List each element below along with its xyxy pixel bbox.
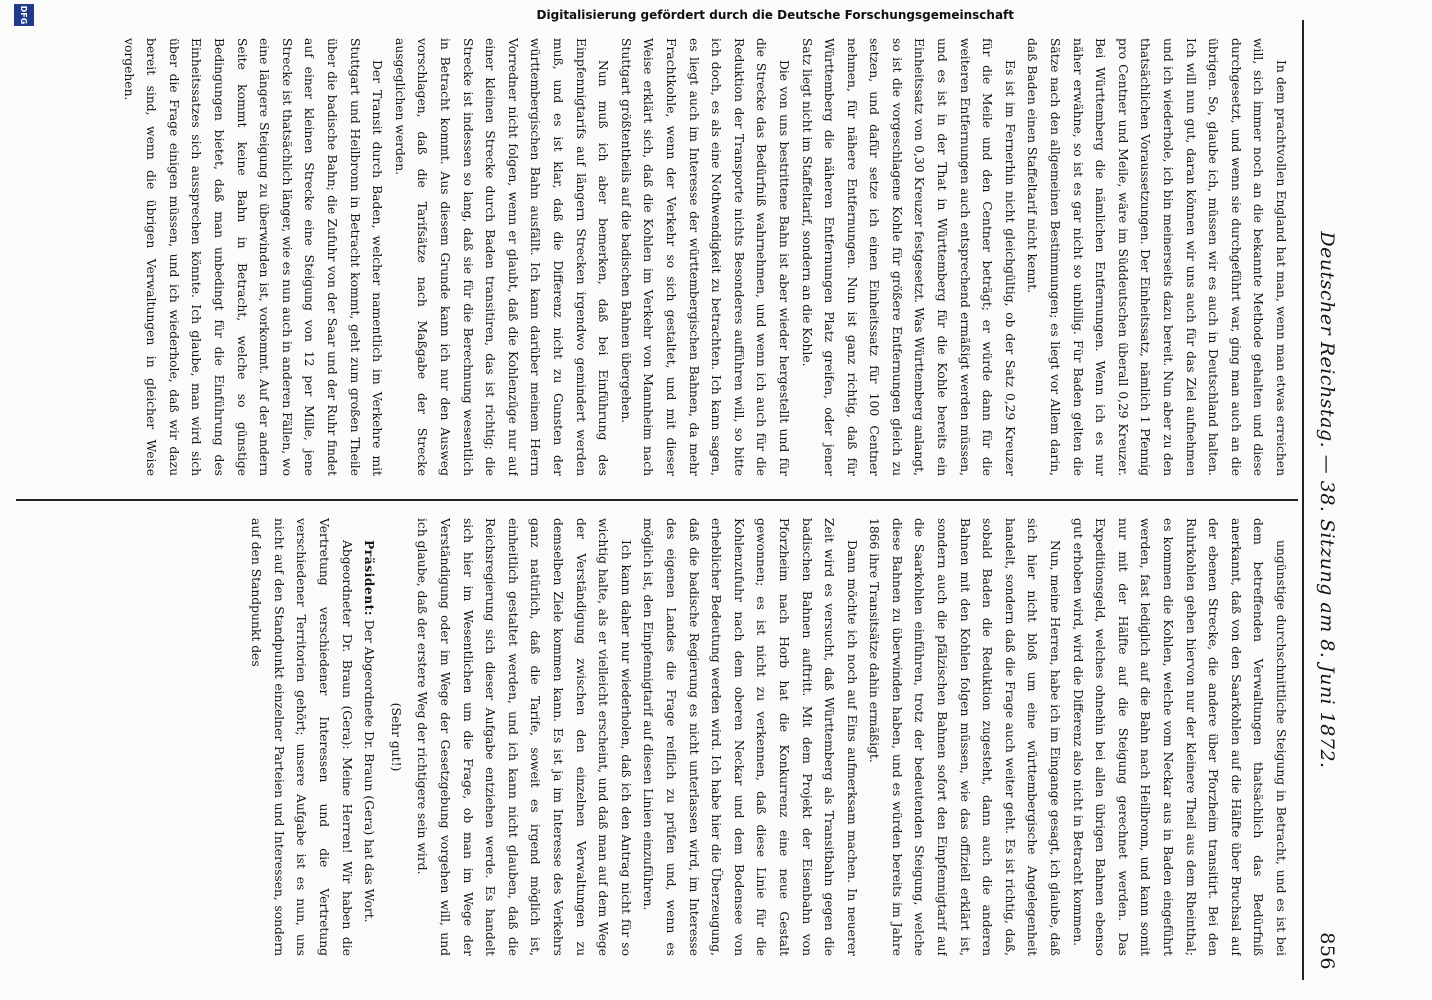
column-divider (16, 499, 1298, 501)
paragraph: Ich kann daher nur wiederholen, daß ich den Antrag nicht für so wichtig halte, als er vielleicht erscheint, und daß man auf dem Wege der Verständigung zwischen den einzelnen Verwaltungen zu demselben Ziele kommen kann. Es ist ja im Interesse des Verkehrs ganz natürlich, daß die Tarife, soweit es irgend möglich ist, einheitlich gestaltet werden, und ich kann nicht glauben, daß die Reichsregierung sich dieser Aufgabe entziehen werde. Es handelt sich hier im Wesentlichen um die Frage, ob man im Wege der Verständigung oder im Wege der Gesetzgebung vorgehen will, und ich glaube, daß der erstere Weg der richtigere sein wird. (415, 518, 633, 956)
president-text: Der Abgeordnete Dr. Braun (Gera) hat das Wort. (362, 619, 377, 923)
paragraph: Die von uns bestrittene Bahn ist aber wieder hergestellt und für die Strecke das Bedürfniß wahrnehmen, und wenn ich auch für die Reduktion der Transporte nichts Besonderes aufführen will, so bitte ich doch, es als eine Nothwendigkeit zu betrachten. Ich kann sagen, es liegt auch im Interesse der württembergischen Bahnen, da mehr Frachtkohle, wenn der Verkehr so sich gestaltet, und mit dieser Weise erklärt sich, daß die Kohlen im Verkehr von Mannheim nach Stuttgart größtentheils auf die badischen Bahnen übergehen. (618, 38, 791, 476)
dfg-logo-icon: DFG (14, 4, 34, 26)
paragraph: Nun, meine Herren, habe ich im Eingange gesagt, ich glaube, daß sich hier nicht bloß um eine württembergische Angelegenheit handelt, sondern daß die Frage auch weiter geht. Es ist richtig, daß, sobald Baden die Reduktion zugesteht, dann auch die anderen Bahnen mit den Kohlen folgen müssen, wie das offiziell erklärt ist, sondern auch die pfälzischen Bahnen sofort den Einpfennigtarif auf die Saarkohlen einführen, trotz der bedeutenden Steigung, welche diese Bahnen zu überwinden haben, und es würden bereits im Jahre 1866 ihre Transitsätze dahin ermäßigt. (867, 518, 1063, 956)
page-number: 856 (1316, 932, 1338, 970)
text-column-right (22, 518, 1292, 956)
page-header-title: Deutscher Reichstag. — 38. Sitzung am 8. Juni 1872. (1316, 231, 1338, 769)
digitization-credit (14, 4, 1014, 26)
paragraph: In dem prachtvollen England hat man, wenn man etwas erreichen will, sich immer noch an die bekannte Methode gehalten und diese durchgesetzt, und wenn sie durchgeführt war, ging man auch an die übrigen. So, glaube ich, müssen wir es auch in Deutschland halten. Ich will nun gut, daran können wir uns auch für das Ziel aufnehmen und ich wiederhole, ich bin meinerseits dazu bereit. Nun aber zu den thatsächlichen Voraussetzungen. Der Einheitssatz, nämlich 1 Pfennig pro Centner und Meile, wäre im Süddeutschen überall 0,29 Kreuzer. Bei Württemberg die nämlichen Entfernungen. Wenn ich es nur näher erwähne, so ist es gar nicht so unbillig. Für Baden gelten die Sätze nach den allgemeinen Bestimmungen; es liegt vor Allem darin, daß Baden einen Staffeltarif nicht kennt. (1025, 38, 1288, 476)
header-rule (1302, 20, 1304, 980)
paragraph: Der Transit durch Baden, welcher namentlich im Verkehre mit Stuttgart und Heilbronn in Betracht kommt, geht zum großen Theile über die badische Bahn; die Zufuhr von der Saar und der Ruhr findet auf einer kleinen Strecke eine Steigung von 12 per Mille, jene Strecke ist thatsächlich länger, wie es nun auch in anderen Fällen, wo eine längere Steigung zu überwinden ist, vorkommt. Auf der andern Seite kommt keine Bahn in Betracht, welche so günstige Bedingungen bietet, daß man unbedingt für die Einführung des Einheitssatzes sich aussprechen könnte. Ich glaube, man wird sich über die Frage einigen müssen, und ich wiederhole, daß wir dazu bereit sind, wenn die übrigen Verwaltungen in gleicher Weise vorgehen. (121, 38, 385, 476)
speech-paragraph: Abgeordneter Dr. Braun (Gera): Meine Herren! Wir haben die Vertretung verschiedener Interessen und die Vertretung verschiedener Territorien gehört; unsere Aufgabe ist es nun, uns nicht auf den Standpunkt einzelner Parteien und Interessen, sondern auf den Standpunkt des (249, 518, 354, 956)
paragraph: ungünstige durchschnittliche Steigung in Betracht, und es ist bei dem betreffenden Verwaltungen thatsächlich das Bedürfniß anerkannt, daß von den Saarkohlen auf die Hälfte über Bruchsal auf der ebenen Strecke, die andere über Pforzheim transitirt. Bei den Ruhrkohlen gehen hiervon nur der kleinere Theil aus dem Rheinthal; es kommen die Kohlen, welche vom Neckar aus in Baden eingeführt werden, fast lediglich auf die Bahn nach Heilbronn, und kann somit nur mit der Hälfte auf die Steigung gerechnet werden. Das Expeditionsgeld, welches ohnehin bei allen übrigen Bahnen ebenso gut erhoben wird, wird die Differenz also nicht in Betracht kommen. (1070, 518, 1288, 956)
president-statement (358, 518, 381, 956)
paragraph: Nun muß ich aber bemerken, daß bei Einführung des Einpfennigtarifs auf längern Strecken irgendwo gemindert werden muß, und es ist klar, daß die Differenz nicht zu Gunsten der württembergischen Bahn ausfällt. Ich kann darüber meinem Herrn Vorredner nicht folgen, wenn er glaubt, daß die Kohlenzüge nur auf einer kleinen Strecke durch Baden transitiren, das ist richtig; die Strecke ist indessen so lang, daß sie für die Berechnung wesentlich in Betracht kommt. Aus diesem Grunde kann ich nur den Ausweg vorschlagen, daß die Tarifsätze nach Maßgabe der Strecke ausgeglichen werden. (392, 38, 611, 476)
paragraph: Es ist im Fernerhin nicht gleichgültig, ob der Satz 0,29 Kreuzer für die Meile und den Centner beträgt; er würde dann für die weiteren Entfernungen auch entsprechend ermäßigt werden müssen, und es ist in der That in Württemberg für die Kohle bereits ein Einheitssatz von 0,30 Kreuzer festgesetzt. Was Württemberg anlangt, so ist die vorgeschlagene Kohle für größere Entfernungen gleich zu setzen, und dafür setze ich einen Einheitssatz für 100 Centner nehmen, für nähere Entfernungen. Nun ist ganz richtig, daß für Württemberg die näheren Entfernungen Platz greifen, oder jener Satz liegt nicht im Staffeltarif, sondern an die Kohle. (799, 38, 1017, 476)
page-header (1306, 20, 1340, 980)
speaker-label: Präsident: (362, 540, 378, 616)
text-column-left (22, 38, 1292, 476)
digitization-credit-text: Digitalisierung gefördert durch die Deutsche Forschungsgemeinschaft (536, 8, 1014, 22)
paragraph: Dann möchte ich noch auf Eins aufmerksam machen. In neuerer Zeit wird es versucht, daß Württemberg als Transitbahn gegen die badischen Bahnen auftritt. Mit dem Projekt der Eisenbahn von Pforzheim nach Horb hat die Konkurrenz eine neue Gestalt gewonnen; es ist nicht zu verkennen, daß diese Linie für die Kohlenzufuhr nach dem oberen Neckar und dem Bodensee von erheblicher Bedeutung werden wird. Ich habe hier die Überzeugung, daß die badische Regierung es nicht unterlassen wird, im Interesse des eigenen Landes die Frage reiflich zu prüfen und, wenn es möglich ist, den Einpfennigtarif auf diesen Linien einzuführen. (641, 518, 859, 956)
applause-note: (Sehr gut!) (388, 702, 403, 772)
